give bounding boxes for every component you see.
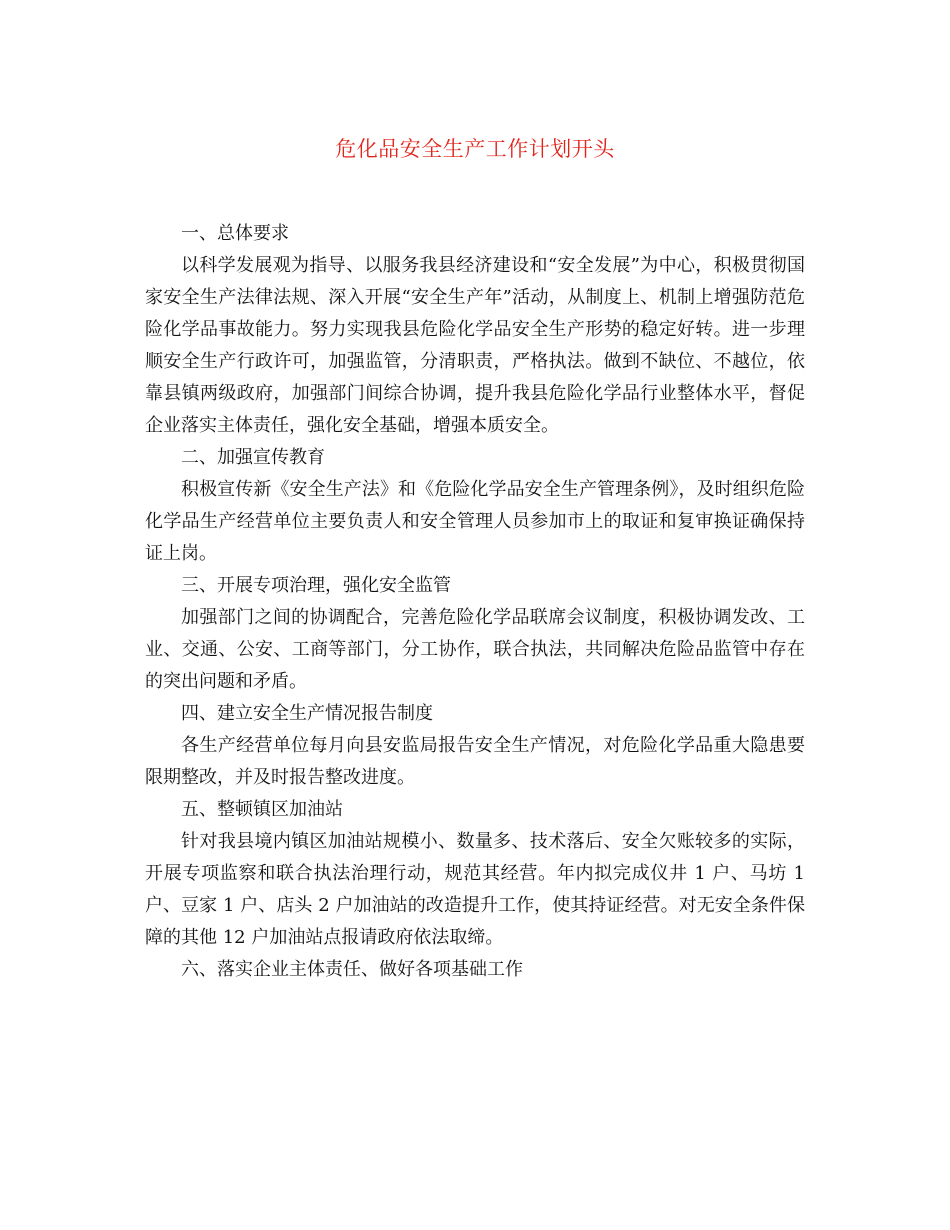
section-heading-6: 六、落实企业主体责任、做好各项基础工作	[181, 959, 523, 980]
section-heading-3: 三、开展专项治理，强化安全监管	[181, 575, 451, 596]
section-text-5: 针对我县境内镇区加油站规模小、数量多、技术落后、安全欠账较多的实际，开展专项监察和联合执法治理行动，规范其经营。年内拟完成仪井 1 户、马坊 1 户、豆家 1 户、店头 2 户加油站的改造提升工作，使其持证经营。对无安全条件保障的其他 12 户加油站点报请政府依法取缔。	[145, 831, 805, 948]
section-text-3: 加强部门之间的协调配合，完善危险化学品联席会议制度，积极协调发改、工业、交通、公安、工商等部门，分工协作，联合执法，共同解决危险品监管中存在的突出问题和矛盾。	[145, 607, 805, 692]
document-body	[145, 218, 805, 986]
section-text-2: 积极宣传新《安全生产法》和《危险化学品安全生产管理条例》，及时组织危险化学品生产经营单位主要负责人和安全管理人员参加市上的取证和复审换证确保持证上岗。	[145, 479, 805, 564]
section-heading-1: 一、总体要求	[181, 223, 289, 244]
section-heading-5: 五、整顿镇区加油站	[181, 799, 343, 820]
section-heading-4: 四、建立安全生产情况报告制度	[181, 703, 433, 724]
section-text-4: 各生产经营单位每月向县安监局报告安全生产情况，对危险化学品重大隐患要限期整改，并及时报告整改进度。	[145, 735, 805, 788]
document-title: 危化品安全生产工作计划开头	[335, 137, 615, 161]
section-text-1: 以科学发展观为指导、以服务我县经济建设和“安全发展”为中心，积极贯彻国家安全生产法律法规、深入开展“安全生产年”活动，从制度上、机制上增强防范危险化学品事故能力。努力实现我县危险化学品安全生产形势的稳定好转。进一步理顺安全生产行政许可，加强监管，分清职责，严格执法。做到不缺位、不越位，依靠县镇两级政府，加强部门间综合协调，提升我县危险化学品行业整体水平，督促企业落实主体责任，强化安全基础，增强本质安全。	[145, 255, 805, 436]
section-heading-2: 二、加强宣传教育	[181, 447, 325, 468]
